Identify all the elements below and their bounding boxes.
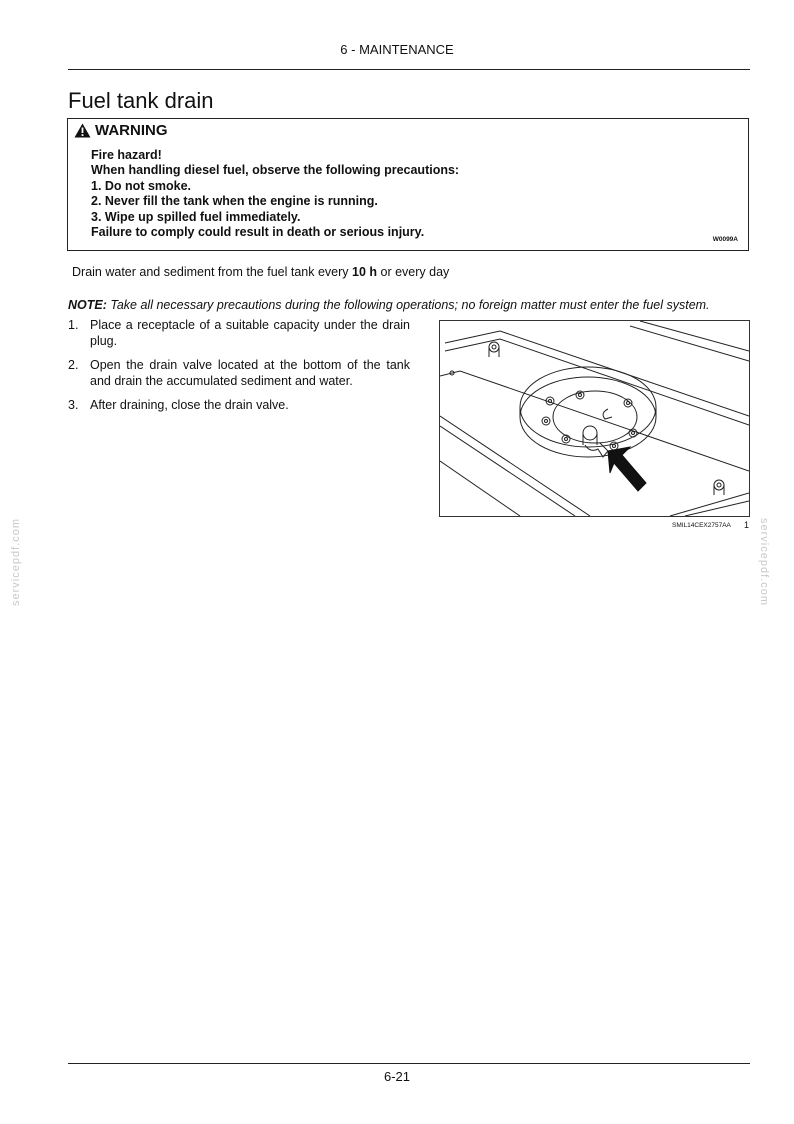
note-paragraph [68, 298, 710, 312]
warning-body [91, 148, 459, 240]
intro-interval: 10 h [352, 265, 378, 279]
watermark-right: servicepdf.com [757, 518, 770, 606]
step-number: 2. [68, 358, 79, 372]
page-number: 6-21 [383, 1069, 411, 1084]
note-text: Take all necessary precautions during the following operations; no foreign matter must enter the fuel system. [106, 298, 710, 312]
fuel-tank-drain-illustration [439, 320, 750, 517]
intro-text: Drain water and sediment from the fuel tank every [72, 265, 352, 279]
warning-box [67, 118, 749, 251]
warning-triangle-icon [74, 123, 91, 138]
step-item [68, 358, 410, 389]
step-text: After draining, close the drain valve. [90, 398, 289, 412]
procedure-steps [68, 318, 410, 423]
warning-line: 2. Never fill the tank when the engine is running. [91, 194, 378, 209]
warning-line: Fire hazard! [91, 148, 162, 162]
step-number: 1. [68, 318, 79, 332]
footer-rule [68, 1063, 750, 1064]
step-item [68, 398, 410, 414]
step-text: Open the drain valve located at the bottom of the tank and drain the accumulated sediment and water. [90, 358, 410, 388]
intro-text-end: or every day [377, 265, 450, 279]
note-label: NOTE: [68, 298, 107, 312]
figure-code: SMIL14CEX2757AA [672, 522, 731, 529]
header-rule [68, 69, 750, 70]
step-item [68, 318, 410, 349]
warning-heading-text: WARNING [95, 122, 168, 139]
page-title: Fuel tank drain [68, 88, 214, 113]
warning-line: Failure to comply could result in death or serious injury. [91, 225, 425, 240]
step-number: 3. [68, 398, 79, 412]
warning-line: 1. Do not smoke. [91, 178, 192, 193]
step-text: Place a receptacle of a suitable capacity under the drain plug. [90, 318, 410, 348]
warning-heading [74, 122, 168, 139]
figure-number: 1 [744, 520, 750, 530]
running-header: 6 - MAINTENANCE [340, 42, 454, 57]
warning-line: When handling diesel fuel, observe the following precautions: [91, 163, 460, 178]
watermark-left: servicepdf.com [9, 518, 22, 606]
intro-paragraph [72, 265, 449, 279]
warning-code: W0099A [712, 236, 738, 243]
warning-line: 3. Wipe up spilled fuel immediately. [91, 209, 301, 224]
